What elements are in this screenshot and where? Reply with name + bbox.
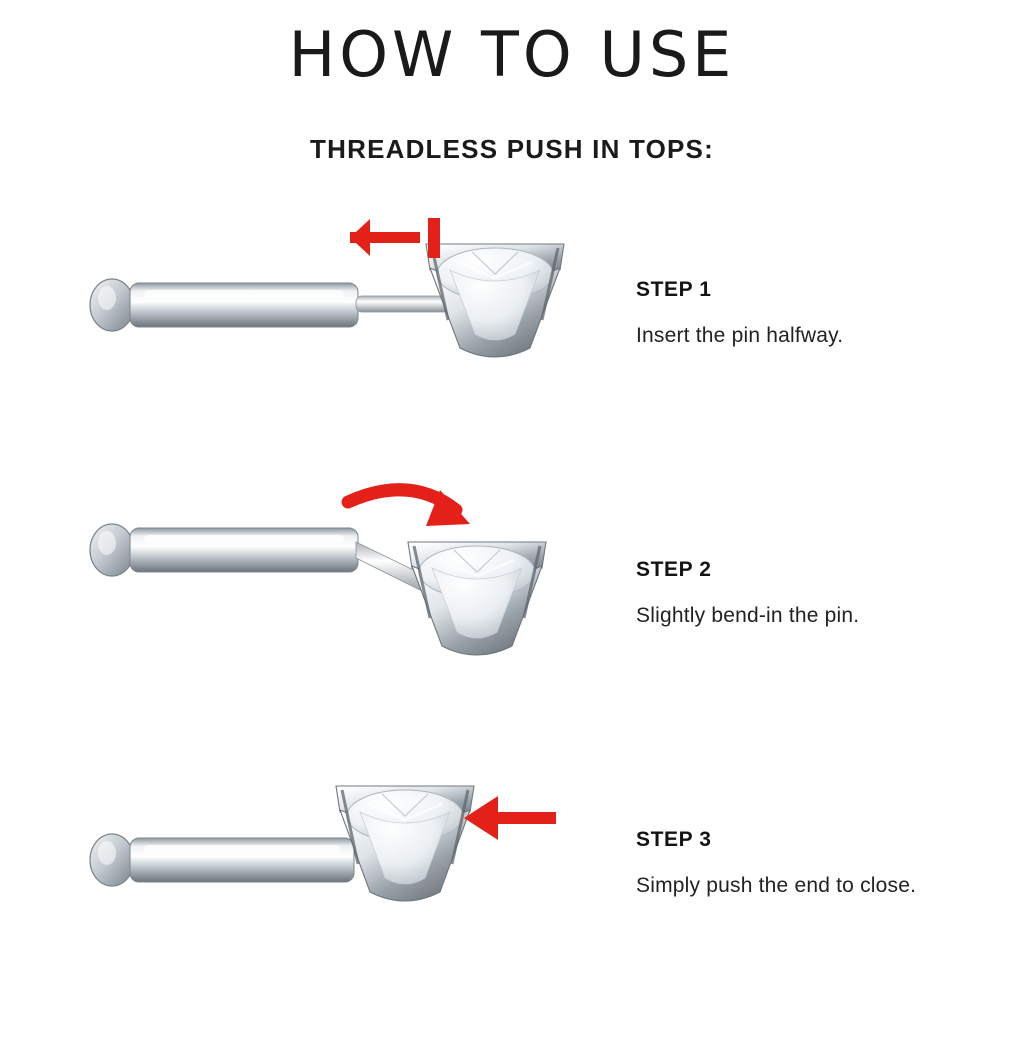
step-2-label: STEP 2	[636, 558, 712, 581]
post-highlight	[144, 290, 344, 298]
jewelry-diagram-step-3	[60, 770, 620, 1030]
arrow-curved-right-down-icon	[348, 490, 470, 526]
step-1-label: STEP 1	[636, 278, 712, 301]
disc-highlight	[98, 841, 116, 865]
step-3-illustration	[60, 770, 620, 1050]
disc-highlight	[98, 286, 116, 310]
step-1-description: Insert the pin halfway.	[636, 324, 844, 347]
labret-post	[130, 528, 358, 572]
arrow-left-with-stop-icon	[350, 218, 440, 258]
labret-post	[130, 838, 354, 882]
step-2-description: Slightly bend-in the pin.	[636, 604, 860, 627]
step-2-illustration	[60, 480, 620, 760]
arrow-left-icon	[464, 796, 556, 840]
post-highlight	[144, 845, 340, 853]
page-subtitle: THREADLESS PUSH IN TOPS:	[310, 134, 714, 164]
page-title: HOW TO USE	[288, 18, 736, 91]
step-row	[0, 480, 1024, 760]
prong-set-round-gem	[336, 786, 474, 901]
step-3-description: Simply push the end to close.	[636, 874, 917, 897]
step-1-text-block	[636, 278, 1016, 348]
jewelry-diagram-step-1	[60, 200, 620, 480]
post-highlight	[144, 535, 344, 543]
disc-highlight	[98, 531, 116, 555]
step-row	[0, 200, 1024, 480]
step-row	[0, 770, 1024, 1050]
labret-post	[130, 283, 358, 327]
step-3-text-block	[636, 828, 1016, 898]
jewelry-diagram-step-2	[60, 480, 620, 760]
step-3-label: STEP 3	[636, 828, 712, 851]
step-1-illustration	[60, 200, 620, 480]
prong-set-round-gem	[408, 542, 546, 655]
step-2-text-block	[636, 558, 1016, 628]
prong-set-round-gem	[426, 244, 564, 357]
